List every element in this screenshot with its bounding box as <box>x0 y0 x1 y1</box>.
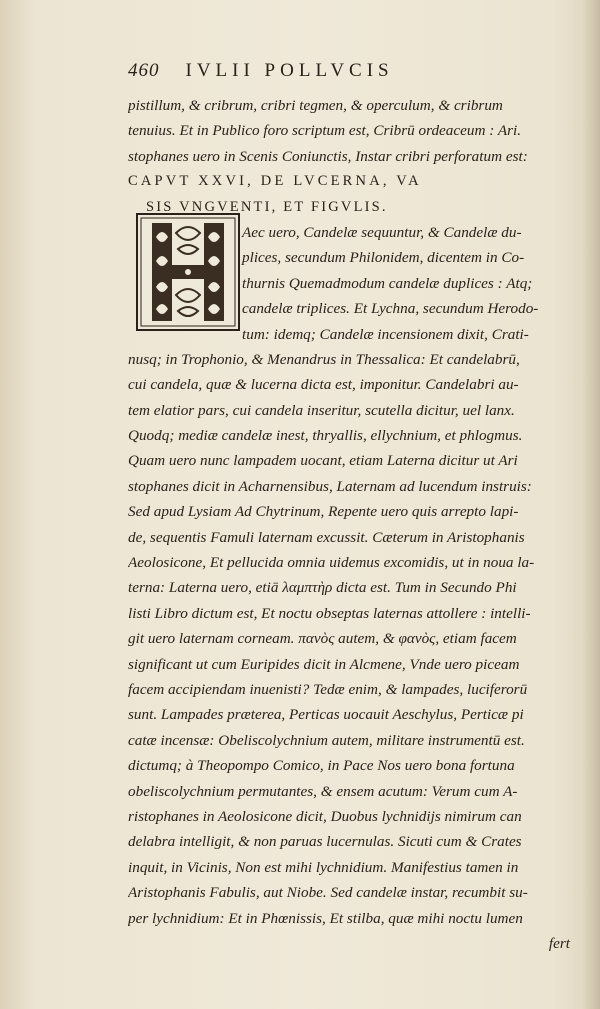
text-line: terna: Laterna uero, etiā λαμπτὴρ dicta est. Tum in Secundo Phi <box>128 579 517 597</box>
body-text <box>128 93 580 956</box>
text-line: tem elatior pars, cui candela inseritur, scutella dicitur, uel lanx. <box>128 401 515 419</box>
text-line: delabra intelligit, & non paruas lucernulas. Sicuti cum & Crates <box>128 833 522 851</box>
text-line: Quam uero nunc lampadem uocant, etiam Laterna dicitur ut Ari <box>128 452 518 470</box>
text-line: Aec uero, Candelæ sequuntur, & Candelæ du- <box>242 223 522 241</box>
text-line: stophanes dicit in Acharnensibus, Laternam ad lucendum instruis: <box>128 477 532 495</box>
page-number: 460 <box>128 60 160 81</box>
catchword: fert <box>548 934 570 952</box>
text-line: Sed apud Lysiam Ad Chytrinum, Repente uero quis arrepto lapi- <box>128 503 519 521</box>
chapter-heading: SIS VNGVENTI, ET FIGVLIS. <box>146 198 388 215</box>
text-line: candelæ triplices. Et Lychna, secundum Herodo- <box>242 300 539 318</box>
text-line: tenuius. Et in Publico foro scriptum est, Cribrū ordeaceum : Ari. <box>128 122 522 140</box>
text-line: plices, secundum Philonidem, dicentem in Co- <box>242 249 525 267</box>
text-line: stophanes uero in Scenis Coniunctis, Instar cribri perforatum est: <box>128 147 528 165</box>
text-line: obeliscolychnium permutantes, & ensem acutum: Verum cum A- <box>128 782 518 800</box>
text-line: significant ut cum Euripides dicit in Alcmene, Vnde uero piceam <box>128 655 520 673</box>
text-line: cui candela, quæ & lucerna dicta est, imponitur. Candelabri au- <box>128 376 519 394</box>
text-line: ristophanes in Aeolosicone dicit, Duobus lychnidijs nimirum can <box>128 807 522 825</box>
text-line: catæ incensæ: Obeliscolychnium autem, militare instrumentū est. <box>128 731 525 749</box>
text-line: git uero laternam corneam. πανὸς autem, & φανὸς, etiam facem <box>128 630 517 648</box>
text-line: sunt. Lampades præterea, Perticas uocauit Aeschylus, Perticæ pi <box>128 706 524 724</box>
page-gutter-shadow <box>582 0 600 1009</box>
running-header <box>128 60 578 88</box>
chapter-heading: CAPVT XXVI, DE LVCERNA, VA <box>128 173 422 190</box>
text-line: listi Libro dictum est, Et noctu obseptas laternas attollere : intelli- <box>128 604 531 622</box>
text-line: Aeolosicone, Et pellucida omnia uidemus excomidis, ut in noua la- <box>128 554 535 572</box>
text-line: pistillum, & cribrum, cribri tegmen, & operculum, & cribrum <box>128 97 503 114</box>
text-line: de, sequentis Famuli laternam excussit. Cæterum in Aristophanis <box>128 528 525 546</box>
text-line: per lychnidium: Et in Phœnissis, Et stilba, quæ mihi noctu lumen <box>128 909 523 927</box>
running-title: IVLII POLLVCIS <box>185 60 394 81</box>
text-line: tum: idemq; Candelæ incensionem dixit, Crati- <box>242 325 529 343</box>
text-line: nusq; in Trophonio, & Menandrus in Thessalica: Et candelabrū, <box>128 350 520 368</box>
text-line: thurnis Quemadmodum candelæ duplices : Atq; <box>242 274 533 292</box>
text-line: inquit, in Vicinis, Non est mihi lychnidium. Manifestius tamen in <box>128 858 519 876</box>
text-line: Quodq; mediæ candelæ inest, thryallis, ellychnium, et phlogmus. <box>128 427 523 445</box>
text-line: facem accipiendam inuenisti? Tedæ enim, & lampades, luciferorū <box>128 680 528 698</box>
text-line: dictumq; à Theopompo Comico, in Pace Nos uero bona fortuna <box>128 757 515 775</box>
text-line: Aristophanis Fabulis, aut Niobe. Sed candelæ instar, recumbit su- <box>128 884 528 902</box>
